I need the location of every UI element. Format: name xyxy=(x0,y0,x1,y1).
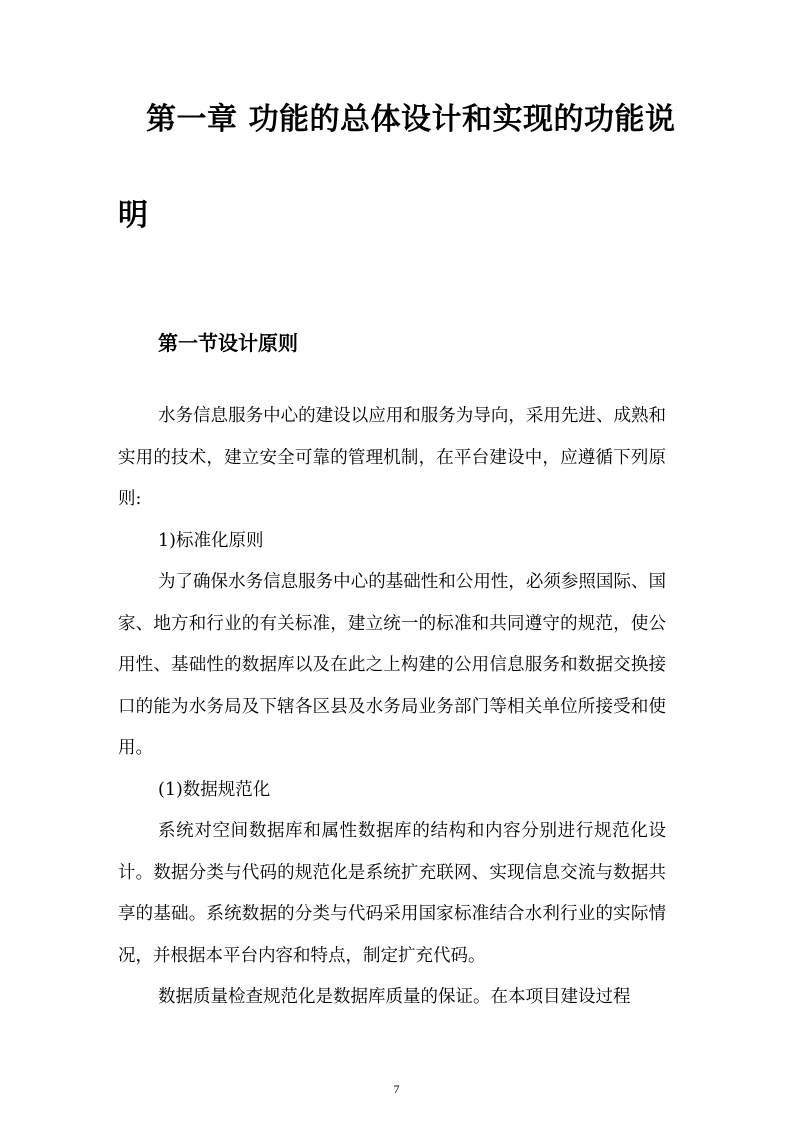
paragraph-quality-check: 数据质量检查规范化是数据库质量的保证。在本项目建设过程 xyxy=(158,987,631,1007)
paragraph-data-normalization: 系统对空间数据库和属性数据库的结构和内容分别进行规范化设计。数据分类与代码的规范化是系统扩充联网、实现信息交流与数据共享的基础。系统数据的分类与代码采用国家标准结合水利行业的实际情况，并根据本平台内容和特点，制定扩充代码。 xyxy=(118,821,666,966)
paragraph-intro: 水务信息服务中心的建设以应用和服务为导向，采用先进、成熟和实用的技术，建立安全可靠的管理机制，在平台建设中，应遵循下列原则: xyxy=(118,406,666,509)
paragraph-standardization: 为了确保水务信息服务中心的基础性和公用性，必须参照国际、国家、地方和行业的有关标准，建立统一的标准和共同遵守的规范，使公用性、基础性的数据库以及在此之上构建的公用信息服务和数据交换接口的能为水务局及下辖各区县及水务局业务部门等相关单位所接受和使用。 xyxy=(118,572,666,758)
chapter-title xyxy=(118,72,678,264)
paragraph-heading-standardization: 1)标准化原则 xyxy=(158,530,264,551)
chapter-title-line-1: 第一章 功能的总体设计和实现的功能说 xyxy=(146,102,676,137)
page-number: 7 xyxy=(393,1082,400,1096)
chapter-title-line-2: 明 xyxy=(118,198,148,233)
section-title: 第一节设计原则 xyxy=(158,331,298,355)
paragraph-heading-data-normalization: (1)数据规范化 xyxy=(158,779,271,800)
body-text xyxy=(118,396,666,1019)
